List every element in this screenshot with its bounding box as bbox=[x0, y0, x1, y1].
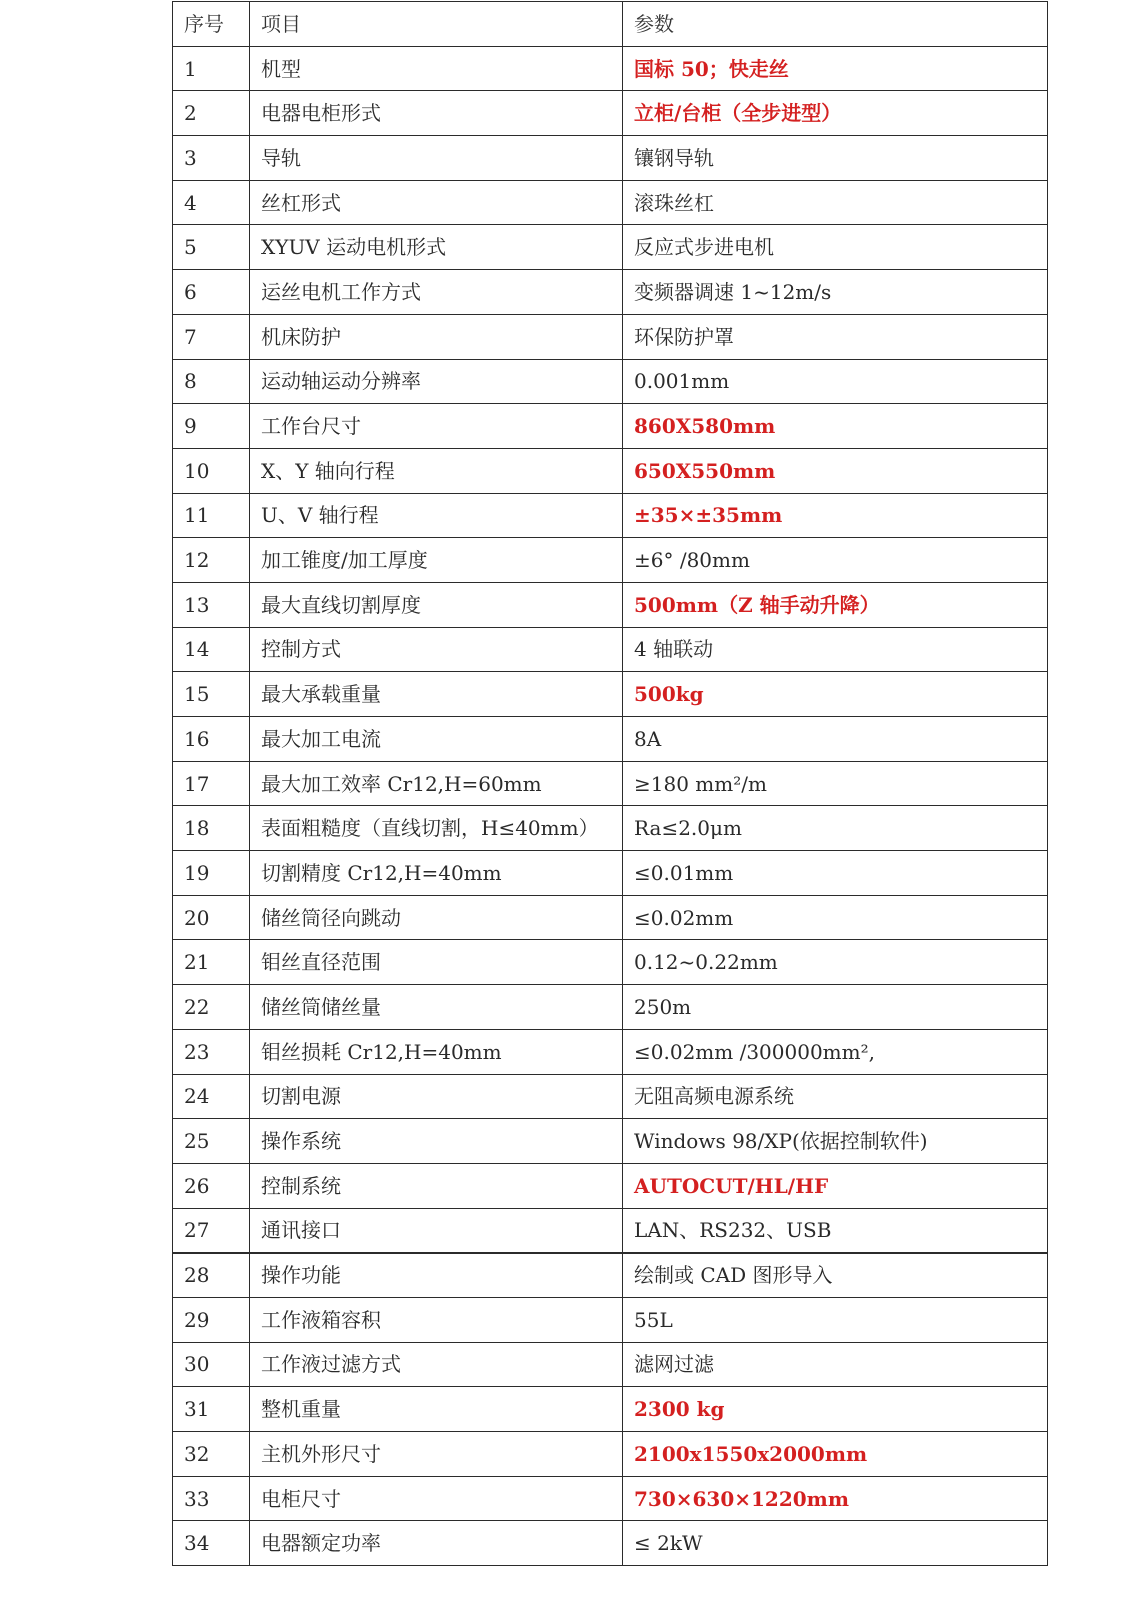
row-param: ≤0.02mm bbox=[623, 895, 1048, 940]
row-item: 切割电源 bbox=[250, 1074, 623, 1119]
table-row bbox=[173, 136, 1048, 181]
table-row bbox=[173, 538, 1048, 583]
row-param: 变频器调速 1~12m/s bbox=[623, 270, 1048, 315]
row-item: 电器额定功率 bbox=[250, 1521, 623, 1566]
row-number: 9 bbox=[173, 404, 250, 449]
row-number: 16 bbox=[173, 717, 250, 762]
row-number: 10 bbox=[173, 448, 250, 493]
row-number: 12 bbox=[173, 538, 250, 583]
table-row bbox=[173, 493, 1048, 538]
row-item: 工作台尺寸 bbox=[250, 404, 623, 449]
table-row bbox=[173, 314, 1048, 359]
table-row bbox=[173, 940, 1048, 985]
table-row bbox=[173, 225, 1048, 270]
table-row bbox=[173, 985, 1048, 1030]
row-param: 0.12~0.22mm bbox=[623, 940, 1048, 985]
table-header-row bbox=[173, 2, 1048, 47]
row-param: 55L bbox=[623, 1297, 1048, 1342]
row-item: 表面粗糙度（直线切割，H≤40mm） bbox=[250, 806, 623, 851]
row-item: 操作功能 bbox=[250, 1253, 623, 1298]
row-param: 环保防护罩 bbox=[623, 314, 1048, 359]
row-number: 13 bbox=[173, 582, 250, 627]
row-item: U、V 轴行程 bbox=[250, 493, 623, 538]
table-row bbox=[173, 1074, 1048, 1119]
row-param: 250m bbox=[623, 985, 1048, 1030]
table-row bbox=[173, 806, 1048, 851]
row-item: 钼丝损耗 Cr12,H=40mm bbox=[250, 1029, 623, 1074]
row-param: ±6° /80mm bbox=[623, 538, 1048, 583]
row-number: 19 bbox=[173, 851, 250, 896]
row-number: 4 bbox=[173, 180, 250, 225]
row-number: 2 bbox=[173, 91, 250, 136]
row-item: 丝杠形式 bbox=[250, 180, 623, 225]
row-param: 500mm（Z 轴手动升降） bbox=[623, 582, 1048, 627]
row-number: 30 bbox=[173, 1342, 250, 1387]
header-item: 项目 bbox=[250, 2, 623, 47]
table-row bbox=[173, 1208, 1048, 1253]
table-row bbox=[173, 1387, 1048, 1432]
row-param: 8A bbox=[623, 717, 1048, 762]
row-number: 31 bbox=[173, 1387, 250, 1432]
row-param: Ra≤2.0μm bbox=[623, 806, 1048, 851]
table-row bbox=[173, 761, 1048, 806]
row-param: LAN、RS232、USB bbox=[623, 1208, 1048, 1253]
spec-table bbox=[172, 1, 1048, 1566]
row-number: 3 bbox=[173, 136, 250, 181]
row-param: ≤ 2kW bbox=[623, 1521, 1048, 1566]
row-param: 2100x1550x2000mm bbox=[623, 1432, 1048, 1477]
table-row bbox=[173, 1432, 1048, 1477]
row-number: 27 bbox=[173, 1208, 250, 1253]
table-row bbox=[173, 1476, 1048, 1521]
row-item: 工作液过滤方式 bbox=[250, 1342, 623, 1387]
row-number: 24 bbox=[173, 1074, 250, 1119]
table-row bbox=[173, 1163, 1048, 1208]
row-param: 无阻高频电源系统 bbox=[623, 1074, 1048, 1119]
table-row bbox=[173, 359, 1048, 404]
row-number: 1 bbox=[173, 46, 250, 91]
row-item: 主机外形尺寸 bbox=[250, 1432, 623, 1477]
table-row bbox=[173, 448, 1048, 493]
row-item: 运动轴运动分辨率 bbox=[250, 359, 623, 404]
row-item: 最大加工效率 Cr12,H=60mm bbox=[250, 761, 623, 806]
row-number: 14 bbox=[173, 627, 250, 672]
table-row bbox=[173, 627, 1048, 672]
row-item: 切割精度 Cr12,H=40mm bbox=[250, 851, 623, 896]
row-param: 500kg bbox=[623, 672, 1048, 717]
row-number: 22 bbox=[173, 985, 250, 1030]
table-row bbox=[173, 46, 1048, 91]
row-param: 反应式步进电机 bbox=[623, 225, 1048, 270]
row-number: 34 bbox=[173, 1521, 250, 1566]
row-item: 最大承载重量 bbox=[250, 672, 623, 717]
row-item: 电柜尺寸 bbox=[250, 1476, 623, 1521]
row-param: 滚珠丝杠 bbox=[623, 180, 1048, 225]
table-row bbox=[173, 895, 1048, 940]
row-number: 21 bbox=[173, 940, 250, 985]
header-param: 参数 bbox=[623, 2, 1048, 47]
row-param: 滤网过滤 bbox=[623, 1342, 1048, 1387]
row-item: 储丝筒储丝量 bbox=[250, 985, 623, 1030]
row-item: 机床防护 bbox=[250, 314, 623, 359]
row-item: 最大加工电流 bbox=[250, 717, 623, 762]
table-row bbox=[173, 1029, 1048, 1074]
row-param: 绘制或 CAD 图形导入 bbox=[623, 1253, 1048, 1298]
row-param: ≤0.01mm bbox=[623, 851, 1048, 896]
row-param: ±35×±35mm bbox=[623, 493, 1048, 538]
table-row bbox=[173, 582, 1048, 627]
row-item: 最大直线切割厚度 bbox=[250, 582, 623, 627]
row-number: 8 bbox=[173, 359, 250, 404]
row-item: X、Y 轴向行程 bbox=[250, 448, 623, 493]
row-number: 6 bbox=[173, 270, 250, 315]
row-item: 控制系统 bbox=[250, 1163, 623, 1208]
row-param: 650X550mm bbox=[623, 448, 1048, 493]
table-row bbox=[173, 851, 1048, 896]
row-param: 立柜/台柜（全步进型） bbox=[623, 91, 1048, 136]
row-param: ≤0.02mm /300000mm², bbox=[623, 1029, 1048, 1074]
row-item: XYUV 运动电机形式 bbox=[250, 225, 623, 270]
row-param: 860X580mm bbox=[623, 404, 1048, 449]
table-row bbox=[173, 1253, 1048, 1298]
table-row bbox=[173, 404, 1048, 449]
row-number: 32 bbox=[173, 1432, 250, 1477]
row-number: 5 bbox=[173, 225, 250, 270]
row-param: 镶钢导轨 bbox=[623, 136, 1048, 181]
row-item: 加工锥度/加工厚度 bbox=[250, 538, 623, 583]
row-number: 7 bbox=[173, 314, 250, 359]
row-number: 33 bbox=[173, 1476, 250, 1521]
row-item: 电器电柜形式 bbox=[250, 91, 623, 136]
table-row bbox=[173, 1297, 1048, 1342]
table-row bbox=[173, 91, 1048, 136]
table-row bbox=[173, 270, 1048, 315]
row-number: 20 bbox=[173, 895, 250, 940]
row-param: 0.001mm bbox=[623, 359, 1048, 404]
table-row bbox=[173, 180, 1048, 225]
row-item: 导轨 bbox=[250, 136, 623, 181]
table-row bbox=[173, 717, 1048, 762]
row-item: 运丝电机工作方式 bbox=[250, 270, 623, 315]
row-number: 18 bbox=[173, 806, 250, 851]
table-row bbox=[173, 1119, 1048, 1164]
row-item: 控制方式 bbox=[250, 627, 623, 672]
row-param: 4 轴联动 bbox=[623, 627, 1048, 672]
row-param: 730×630×1220mm bbox=[623, 1476, 1048, 1521]
row-item: 通讯接口 bbox=[250, 1208, 623, 1253]
row-item: 储丝筒径向跳动 bbox=[250, 895, 623, 940]
row-item: 整机重量 bbox=[250, 1387, 623, 1432]
row-item: 钼丝直径范围 bbox=[250, 940, 623, 985]
row-number: 17 bbox=[173, 761, 250, 806]
table-row bbox=[173, 1521, 1048, 1566]
spec-table-body bbox=[173, 46, 1048, 1565]
row-number: 23 bbox=[173, 1029, 250, 1074]
row-number: 29 bbox=[173, 1297, 250, 1342]
row-number: 25 bbox=[173, 1119, 250, 1164]
row-number: 26 bbox=[173, 1163, 250, 1208]
row-param: ≥180 mm²/m bbox=[623, 761, 1048, 806]
row-item: 操作系统 bbox=[250, 1119, 623, 1164]
row-param: AUTOCUT/HL/HF bbox=[623, 1163, 1048, 1208]
table-row bbox=[173, 1342, 1048, 1387]
row-number: 28 bbox=[173, 1253, 250, 1298]
table-row bbox=[173, 672, 1048, 717]
row-param: 国标 50；快走丝 bbox=[623, 46, 1048, 91]
row-number: 11 bbox=[173, 493, 250, 538]
row-param: Windows 98/XP(依据控制软件) bbox=[623, 1119, 1048, 1164]
row-param: 2300 kg bbox=[623, 1387, 1048, 1432]
row-item: 工作液箱容积 bbox=[250, 1297, 623, 1342]
row-item: 机型 bbox=[250, 46, 623, 91]
header-no: 序号 bbox=[173, 2, 250, 47]
row-number: 15 bbox=[173, 672, 250, 717]
